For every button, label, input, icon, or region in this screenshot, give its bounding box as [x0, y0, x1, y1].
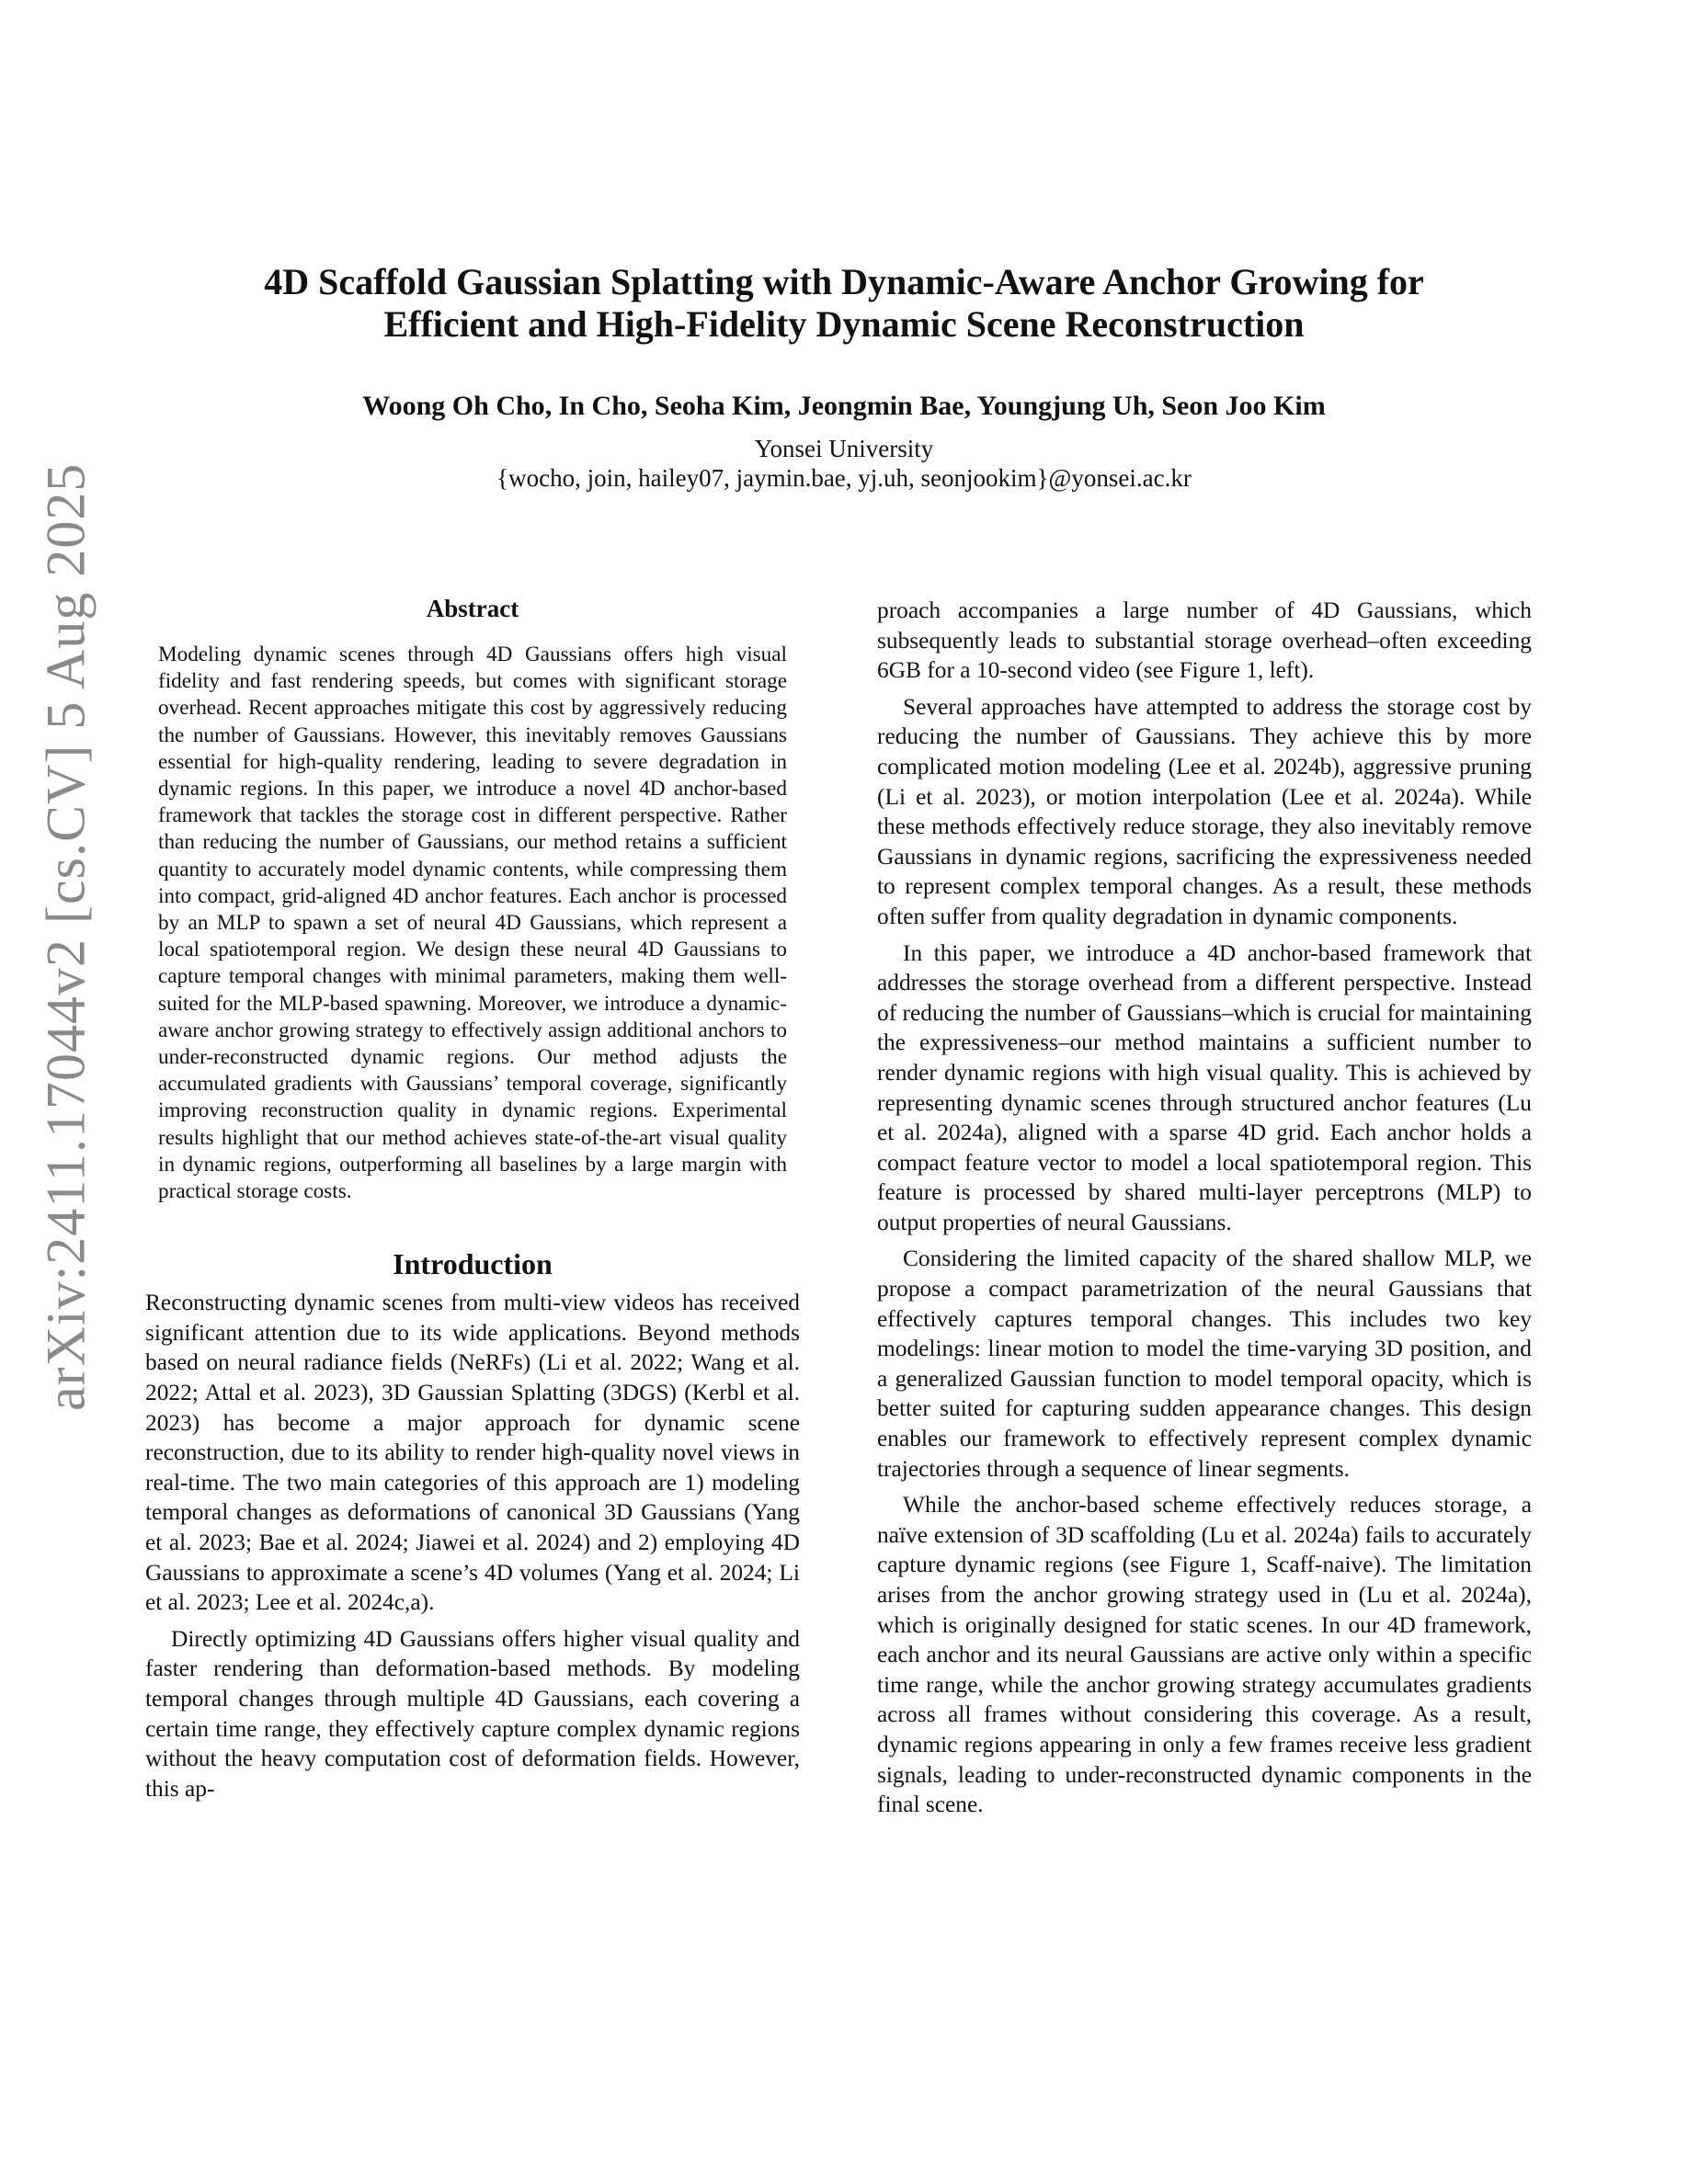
- abstract-heading: Abstract: [426, 595, 519, 622]
- right-column: [877, 596, 1532, 1820]
- intro-paragraph-2: Directly optimizing 4D Gaussians offers higher visual quality and faster rendering than deformation-based methods. By modeling temporal changes through multiple 4D Gaussians, each covering a certain time range, they effectively capture complex dynamic regions without the heavy computation cost of deformation fields. However, this ap-: [145, 1625, 800, 1802]
- abstract-text: Modeling dynamic scenes through 4D Gaussians offers high visual fidelity and fast rendering speeds, but comes with significant storage overhead. Recent approaches mitigate this cost by aggressively reducing the number of Gaussians. However, this inevitably removes Gaussians essential for high-quality rendering, leading to severe degradation in dynamic regions. In this paper, we introduce a novel 4D anchor-based framework that tackles the storage cost in different perspective. Rather than reducing the number of Gaussians, our method retains a sufficient quantity to accurately model dynamic contents, while compressing them into compact, grid-aligned 4D anchor features. Each anchor is processed by an MLP to spawn a set of neural 4D Gaussians, which represent a local spatiotemporal region. We design these neural 4D Gaussians to capture temporal changes with minimal parameters, making them well-suited for the MLP-based spawning. Moreover, we introduce a dynamic-aware anchor growing strategy to effectively assign additional anchors to under-reconstructed dynamic regions. Our method adjusts the accumulated gradients with Gaussians’ temporal coverage, significantly improving reconstruction quality in dynamic regions. Experimental results highlight that our method achieves state-of-the-art visual quality in dynamic regions, outperforming all baselines by a large margin with practical storage costs.: [158, 643, 787, 1204]
- paper-title: [129, 261, 1559, 346]
- introduction-heading: Introduction: [393, 1247, 553, 1281]
- title-line-2: Efficient and High-Fidelity Dynamic Scene Reconstruction: [383, 303, 1305, 345]
- right-paragraph-2: Several approaches have attempted to address the storage cost by reducing the number of Gaussians. They achieve this by more complicated motion modeling (Lee et al. 2024b), aggressive pruning (Li et al. 2023), or motion interpolation (Lee et al. 2024a). While these methods effectively reduce storage, they also inevitably remove Gaussians in dynamic regions, sacrificing the expressiveness needed to represent complex temporal changes. As a result, these methods often suffer from quality degradation in dynamic components.: [877, 693, 1532, 929]
- affiliation: Yonsei University: [754, 435, 934, 462]
- affiliation-block: [129, 434, 1559, 493]
- email-list: {wocho, join, hailey07, jaymin.bae, yj.uh, seonjookim}@yonsei.ac.kr: [496, 464, 1192, 492]
- right-paragraph-3: In this paper, we introduce a 4D anchor-based framework that addresses the storage overhead from a different perspective. Instead of reducing the number of Gaussians–which is crucial for maintaining the expressiveness–our method maintains a sufficient number to render dynamic regions with high visual quality. This is achieved by representing dynamic scenes through structured anchor features (Lu et al. 2024a), aligned with a sparse 4D grid. Each anchor holds a compact feature vector to model a local spatiotemporal region. This feature is processed by shared multi-layer perceptrons (MLP) to output properties of neural Gaussians.: [877, 939, 1532, 1235]
- arxiv-watermark: arXiv:2411.17044v2 [cs.CV] 5 Aug 2025: [35, 462, 97, 1411]
- right-paragraph-5: While the anchor-based scheme effectively reduces storage, a naïve extension of 3D scaffolding (Lu et al. 2024a) fails to accurately capture dynamic regions (see Figure 1, Scaff-naive). The limitation arises from the anchor growing strategy used in (Lu et al. 2024a), which is originally designed for static scenes. In our 4D framework, each anchor and its neural Gaussians are active only within a specific time range, while the anchor growing strategy accumulates gradients across all frames without considering this coverage. As a result, dynamic regions appearing in only a few frames receive less gradient signals, leading to under-reconstructed dynamic components in the final scene.: [877, 1492, 1532, 1818]
- intro-paragraph-1: Reconstructing dynamic scenes from multi-view videos has received significant attention due to its wide applications. Beyond methods based on neural radiance fields (NeRFs) (Li et al. 2022; Wang et al. 2022; Attal et al. 2023), 3D Gaussian Splatting (3DGS) (Kerbl et al. 2023) has become a major approach for dynamic scene reconstruction, due to its ability to render high-quality novel views in real-time. The two main categories of this approach are 1) modeling temporal changes as deformations of canonical 3D Gaussians (Yang et al. 2023; Bae et al. 2024; Jiawei et al. 2024) and 2) employing 4D Gaussians to approximate a scene’s 4D volumes (Yang et al. 2024; Li et al. 2023; Lee et al. 2024c,a).: [145, 1290, 800, 1616]
- author-list: Woong Oh Cho, In Cho, Seoha Kim, Jeongmin Bae, Youngjung Uh, Seon Joo Kim: [362, 391, 1326, 421]
- title-line-1: 4D Scaffold Gaussian Splatting with Dynamic-Aware Anchor Growing for: [264, 261, 1424, 302]
- right-paragraph-4: Considering the limited capacity of the shared shallow MLP, we propose a compact parametrization of the neural Gaussians that effectively captures temporal changes. This includes two key modelings: linear motion to model the time-varying 3D position, and a generalized Gaussian function to model temporal opacity, which is better suited for capturing sudden appearance changes. This design enables our framework to effectively represent complex dynamic trajectories through a sequence of linear segments.: [877, 1246, 1532, 1482]
- left-column: [145, 592, 800, 1803]
- right-paragraph-1: proach accompanies a large number of 4D Gaussians, which subsequently leads to substantial storage overhead–often exceeding 6GB for a 10-second video (see Figure 1, left).: [877, 597, 1532, 684]
